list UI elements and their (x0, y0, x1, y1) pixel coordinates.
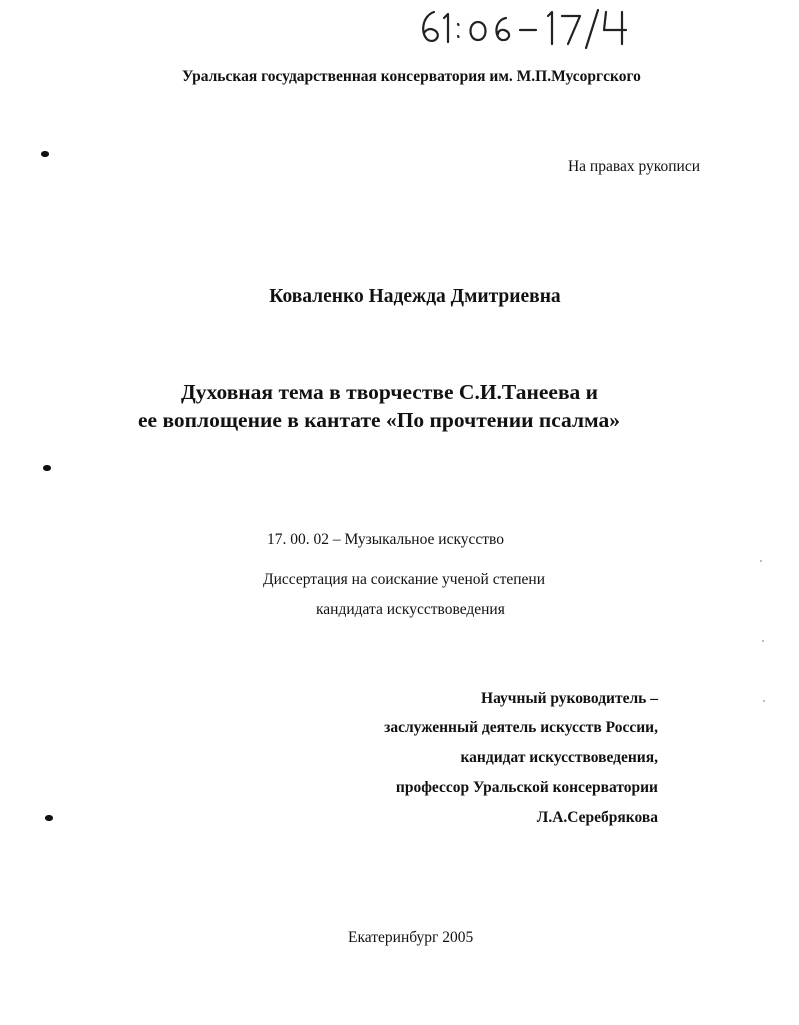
binding-hole-mark (40, 146, 50, 156)
advisor-title: заслуженный деятель искусств России, (384, 719, 658, 736)
degree-line-2: кандидата искусствоведения (316, 601, 505, 618)
handwritten-archive-note (412, 4, 642, 50)
advisor-name: Л.А.Серебрякова (536, 809, 658, 826)
author-name: Коваленко Надежда Дмитриевна (269, 286, 561, 307)
scan-speck (760, 560, 762, 562)
dissertation-title-line-2: ее воплощение в кантате «По прочтении псалма» (138, 408, 621, 432)
advisor-heading: Научный руководитель – (481, 690, 658, 707)
rights-notice: На правах рукописи (567, 158, 700, 175)
advisor-position: профессор Уральской консерватории (395, 779, 658, 796)
dissertation-title-line-1: Духовная тема в творчестве С.И.Танеева и (181, 380, 599, 404)
advisor-degree: кандидат искусствоведения, (460, 749, 658, 766)
scan-speck (763, 700, 765, 702)
degree-line-1: Диссертация на соискание ученой степени (263, 571, 545, 588)
place-and-year: Екатеринбург 2005 (348, 929, 474, 946)
binding-hole-mark (42, 460, 52, 470)
specialty-code: 17. 00. 02 – Музыкальное искусство (267, 531, 505, 548)
scan-speck (762, 640, 764, 642)
binding-hole-mark (44, 810, 54, 820)
institution-name: Уральская государственная консерватория им. М.П.Мусоргского (182, 68, 641, 85)
handwritten-note-drawing (412, 4, 642, 50)
